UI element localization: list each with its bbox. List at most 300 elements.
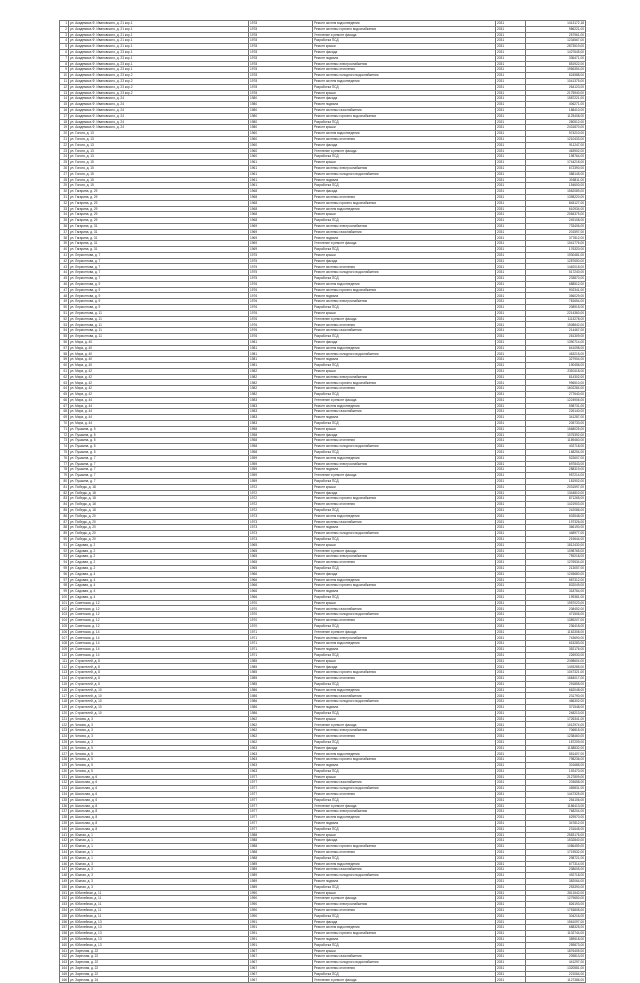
address-cell: ул. Мира, д. 44 (69, 409, 249, 415)
year-cell: 1975 (249, 264, 313, 270)
cost-cell: 203658,00 (526, 780, 586, 786)
year-cell: 1967 (249, 948, 313, 954)
row-number-cell: 1 (60, 21, 69, 27)
plan-year-cell: 2031 (496, 212, 526, 218)
work-type-cell: Утепление и ремонт фасада (313, 722, 496, 728)
row-number-cell: 51 (60, 310, 69, 316)
work-type-cell: Ремонт крыши (313, 774, 496, 780)
address-cell: ул. Строителей, д. 8 (69, 676, 249, 682)
work-type-cell: Ремонт системы отопления (313, 560, 496, 566)
row-number-cell: 100 (60, 594, 69, 600)
address-cell: ул. Чехова, д. 3 (69, 734, 249, 740)
address-cell: ул. Строителей, д. 8 (69, 681, 249, 687)
address-cell: ул. Юбилейная, д. 11 (69, 890, 249, 896)
row-number-cell: 59 (60, 357, 69, 363)
cost-cell: 781654,00 (526, 299, 586, 305)
year-cell: 1961 (249, 177, 313, 183)
year-cell: 1991 (249, 925, 313, 931)
year-cell: 1972 (249, 507, 313, 513)
work-type-cell: Ремонт системы отопления (313, 438, 496, 444)
cost-cell: 826193,00 (526, 902, 586, 908)
work-type-cell: Разработка ПСД (313, 739, 496, 745)
row-number-cell: 146 (60, 861, 69, 867)
row-number-cell: 166 (60, 977, 69, 983)
plan-year-cell: 2031 (496, 223, 526, 229)
row-number-cell: 56 (60, 339, 69, 345)
row-number-cell: 143 (60, 844, 69, 850)
address-cell: ул. Победы, д. 18 (69, 490, 249, 496)
plan-year-cell: 2031 (496, 154, 526, 160)
plan-year-cell: 2031 (496, 310, 526, 316)
address-cell: ул. Победы, д. 20 (69, 513, 249, 519)
address-cell: ул. Победы, д. 18 (69, 502, 249, 508)
year-cell: 1985 (249, 664, 313, 670)
address-cell: ул. Чехова, д. 3 (69, 716, 249, 722)
cost-cell: 624588,00 (526, 73, 586, 79)
address-cell: ул. Лермонтова, д. 9 (69, 305, 249, 311)
work-type-cell: Ремонт системы электроснабжения (313, 461, 496, 467)
work-type-cell: Ремонт крыши (313, 44, 496, 50)
work-type-cell: Ремонт системы отопления (313, 618, 496, 624)
address-cell: ул. Академика Ф. Ивановского, д. 21 кор.1 (69, 44, 249, 50)
row-number-cell: 103 (60, 612, 69, 618)
row-number-cell: 127 (60, 751, 69, 757)
cost-cell: 1427645,00 (526, 49, 586, 55)
cost-cell: 1238460,00 (526, 734, 586, 740)
plan-year-cell: 2031 (496, 467, 526, 473)
work-type-cell: Ремонт фасада (313, 490, 496, 496)
plan-year-cell: 2031 (496, 351, 526, 357)
row-number-cell: 26 (60, 165, 69, 171)
cost-cell: 2031597,00 (526, 484, 586, 490)
row-number-cell: 113 (60, 670, 69, 676)
work-type-cell: Ремонт систем водоотведения (313, 815, 496, 821)
plan-year-cell: 2031 (496, 206, 526, 212)
address-cell: ул. Школьная, д. 6 (69, 797, 249, 803)
plan-year-cell: 2031 (496, 478, 526, 484)
year-cell: 1981 (249, 345, 313, 351)
address-cell: ул. Академика Ф. Ивановского, д. 24 (69, 125, 249, 131)
plan-year-cell: 2031 (496, 142, 526, 148)
year-cell: 1970 (249, 612, 313, 618)
address-cell: ул. Гагарина, д. 31 (69, 229, 249, 235)
year-cell: 1972 (249, 502, 313, 508)
cost-cell: 199381,00 (526, 594, 586, 600)
cost-cell: 1041776,00 (526, 241, 586, 247)
work-type-cell: Ремонт системы газоснабжения (313, 606, 496, 612)
plan-year-cell: 2031 (496, 960, 526, 966)
year-cell: 1977 (249, 815, 313, 821)
plan-year-cell: 2031 (496, 90, 526, 96)
row-number-cell: 32 (60, 200, 69, 206)
address-cell: ул. Садовая, д. 4 (69, 583, 249, 589)
address-cell: ул. Мира, д. 42 (69, 368, 249, 374)
cost-cell: 688512,00 (526, 281, 586, 287)
plan-year-cell: 2031 (496, 461, 526, 467)
plan-year-cell: 2031 (496, 426, 526, 432)
cost-cell: 264123,00 (526, 84, 586, 90)
year-cell: 1976 (249, 305, 313, 311)
work-type-cell: Разработка ПСД (313, 276, 496, 282)
work-type-cell: Ремонт системы отопления (313, 264, 496, 270)
work-type-cell: Ремонт крыши (313, 484, 496, 490)
year-cell: 1977 (249, 826, 313, 832)
plan-year-cell: 2031 (496, 902, 526, 908)
address-cell: ул. Лермонтова, д. 11 (69, 328, 249, 334)
cost-cell: 1602284,00 (526, 386, 586, 392)
plan-year-cell: 2031 (496, 44, 526, 50)
cost-cell: 176320,00 (526, 247, 586, 253)
year-cell: 1990 (249, 902, 313, 908)
address-cell: ул. Академика Ф. Ивановского, д. 24 (69, 107, 249, 113)
address-cell: ул. Южная, д. 1 (69, 838, 249, 844)
row-number-cell: 64 (60, 386, 69, 392)
year-cell: 1962 (249, 722, 313, 728)
work-type-cell: Утепление и ремонт фасада (313, 896, 496, 902)
work-type-cell: Ремонт крыши (313, 716, 496, 722)
year-cell: 1980 (249, 102, 313, 108)
plan-year-cell: 2031 (496, 734, 526, 740)
cost-cell: 911247,00 (526, 142, 586, 148)
cost-cell: 291855,00 (526, 681, 586, 687)
plan-year-cell: 2031 (496, 629, 526, 635)
row-number-cell: 62 (60, 374, 69, 380)
row-number-cell: 155 (60, 913, 69, 919)
row-number-cell: 149 (60, 878, 69, 884)
plan-year-cell: 2031 (496, 21, 526, 27)
row-number-cell: 71 (60, 426, 69, 432)
address-cell: ул. Чехова, д. 5 (69, 763, 249, 769)
address-cell: ул. Пушкина, д. 7 (69, 455, 249, 461)
cost-cell: 1152308,00 (526, 629, 586, 635)
plan-year-cell: 2031 (496, 299, 526, 305)
plan-year-cell: 2031 (496, 844, 526, 850)
address-cell: ул. Садовая, д. 4 (69, 589, 249, 595)
work-type-cell: Ремонт системы электроснабжения (313, 635, 496, 641)
plan-year-cell: 2031 (496, 229, 526, 235)
year-cell: 1978 (249, 61, 313, 67)
address-cell: ул. Чехова, д. 5 (69, 745, 249, 751)
work-type-cell: Ремонт систем водоотведения (313, 206, 496, 212)
plan-year-cell: 2031 (496, 641, 526, 647)
cost-cell: 2350118,00 (526, 368, 586, 374)
cost-cell: 301685,00 (526, 763, 586, 769)
year-cell: 1982 (249, 386, 313, 392)
address-cell: ул. Садовая, д. 2 (69, 554, 249, 560)
cost-cell: 261309,00 (526, 334, 586, 340)
address-cell: ул. Строителей, д. 8 (69, 658, 249, 664)
plan-year-cell: 2031 (496, 397, 526, 403)
cost-cell: 2498604,00 (526, 658, 586, 664)
year-cell: 1963 (249, 763, 313, 769)
year-cell: 1988 (249, 844, 313, 850)
row-number-cell: 160 (60, 942, 69, 948)
cost-cell: 1102744,00 (526, 931, 586, 937)
year-cell: 1989 (249, 873, 313, 879)
work-type-cell: Ремонт системы отопления (313, 67, 496, 73)
address-cell: ул. Академика Ф. Ивановского, д. 23 кор.1 (69, 61, 249, 67)
plan-year-cell: 2031 (496, 861, 526, 867)
cost-cell: 598731,00 (526, 403, 586, 409)
cost-cell: 615283,00 (526, 641, 586, 647)
address-cell: ул. Мира, д. 44 (69, 415, 249, 421)
address-cell: ул. Мира, д. 44 (69, 420, 249, 426)
row-number-cell: 104 (60, 618, 69, 624)
address-cell: ул. Гагарина, д. 31 (69, 241, 249, 247)
address-cell: ул. Победы, д. 20 (69, 519, 249, 525)
year-cell: 1978 (249, 49, 313, 55)
plan-year-cell: 2031 (496, 119, 526, 125)
work-type-cell: Ремонт системы отопления (313, 849, 496, 855)
address-cell: ул. Садовая, д. 4 (69, 577, 249, 583)
row-number-cell: 42 (60, 258, 69, 264)
address-cell: ул. Пушкина, д. 5 (69, 438, 249, 444)
address-cell: ул. Южная, д. 1 (69, 855, 249, 861)
work-type-cell: Ремонт крыши (313, 600, 496, 606)
work-type-cell: Разработка ПСД (313, 38, 496, 44)
year-cell: 1973 (249, 519, 313, 525)
year-cell: 1990 (249, 907, 313, 913)
year-cell: 1962 (249, 734, 313, 740)
address-cell: ул. Академика Ф. Ивановского, д. 23 кор.1 (69, 49, 249, 55)
plan-year-cell: 2031 (496, 131, 526, 137)
work-type-cell: Ремонт подвала (313, 820, 496, 826)
plan-year-cell: 2031 (496, 884, 526, 890)
cost-cell: 2873519,00 (526, 44, 586, 50)
year-cell: 1960 (249, 131, 313, 137)
year-cell: 1989 (249, 878, 313, 884)
cost-cell: 214467,00 (526, 328, 586, 334)
row-number-cell: 22 (60, 142, 69, 148)
plan-year-cell: 2031 (496, 403, 526, 409)
plan-year-cell: 2031 (496, 264, 526, 270)
row-number-cell: 151 (60, 890, 69, 896)
work-type-cell: Разработка ПСД (313, 826, 496, 832)
row-number-cell: 130 (60, 768, 69, 774)
plan-year-cell: 2031 (496, 252, 526, 258)
cost-cell: 406271,00 (526, 102, 586, 108)
address-cell: ул. Строителей, д. 10 (69, 710, 249, 716)
cost-cell: 459831,00 (526, 786, 586, 792)
cost-cell: 522607,00 (526, 455, 586, 461)
row-number-cell: 8 (60, 61, 69, 67)
plan-year-cell: 2031 (496, 687, 526, 693)
address-cell: ул. Строителей, д. 10 (69, 705, 249, 711)
plan-year-cell: 2031 (496, 722, 526, 728)
plan-year-cell: 2031 (496, 594, 526, 600)
year-cell: 1965 (249, 560, 313, 566)
year-cell: 1978 (249, 21, 313, 27)
plan-year-cell: 2031 (496, 809, 526, 815)
year-cell: 1977 (249, 820, 313, 826)
work-type-cell: Разработка ПСД (313, 594, 496, 600)
year-cell: 1986 (249, 693, 313, 699)
work-type-cell: Ремонт фасада (313, 189, 496, 195)
year-cell: 1986 (249, 699, 313, 705)
cost-cell: 1561097,00 (526, 919, 586, 925)
row-number-cell: 82 (60, 490, 69, 496)
plan-year-cell: 2031 (496, 664, 526, 670)
cost-cell: 377812,00 (526, 235, 586, 241)
row-number-cell: 87 (60, 519, 69, 525)
row-number-cell: 48 (60, 293, 69, 299)
cost-cell: 259873,00 (526, 942, 586, 948)
work-type-cell: Ремонт системы холодного водоснабжения (313, 351, 496, 357)
plan-year-cell: 2031 (496, 380, 526, 386)
work-type-cell: Ремонт крыши (313, 948, 496, 954)
year-cell: 1982 (249, 392, 313, 398)
address-cell: ул. Гоголя, д. 15 (69, 183, 249, 189)
work-type-cell: Ремонт систем водоотведения (313, 513, 496, 519)
cost-cell: 1224906,00 (526, 397, 586, 403)
plan-year-cell: 2031 (496, 606, 526, 612)
plan-year-cell: 2031 (496, 84, 526, 90)
row-number-cell: 138 (60, 815, 69, 821)
plan-year-cell: 2031 (496, 61, 526, 67)
cost-cell: 706815,00 (526, 728, 586, 734)
row-number-cell: 17 (60, 113, 69, 119)
address-cell: ул. Гоголя, д. 13 (69, 136, 249, 142)
address-cell: ул. Заречная, д. 22 (69, 965, 249, 971)
year-cell: 1983 (249, 397, 313, 403)
address-cell: ул. Школьная, д. 8 (69, 803, 249, 809)
year-cell: 1958 (249, 432, 313, 438)
address-cell: ул. Советская, д. 14 (69, 641, 249, 647)
address-cell: ул. Гоголя, д. 15 (69, 160, 249, 166)
work-type-cell: Ремонт системы холодного водоснабжения (313, 786, 496, 792)
plan-year-cell: 2031 (496, 345, 526, 351)
cost-cell: 1075392,00 (526, 432, 586, 438)
cost-cell: 2611542,00 (526, 890, 586, 896)
cost-cell: 603548,00 (526, 513, 586, 519)
cost-cell: 352176,00 (526, 647, 586, 653)
work-type-cell: Ремонт системы отопления (313, 907, 496, 913)
plan-year-cell: 2031 (496, 78, 526, 84)
year-cell: 1977 (249, 803, 313, 809)
cost-cell: 486302,00 (526, 699, 586, 705)
work-type-cell: Ремонт системы отопления (313, 502, 496, 508)
year-cell: 1973 (249, 536, 313, 542)
cost-cell: 231790,00 (526, 693, 586, 699)
capital-repair-table (59, 20, 586, 983)
row-number-cell: 61 (60, 368, 69, 374)
plan-year-cell: 2031 (496, 386, 526, 392)
address-cell: ул. Академика Ф. Ивановского, д. 21 кор.1 (69, 32, 249, 38)
work-type-cell: Ремонт фасада (313, 745, 496, 751)
year-cell: 1976 (249, 287, 313, 293)
address-cell: ул. Советская, д. 12 (69, 618, 249, 624)
row-number-cell: 107 (60, 635, 69, 641)
plan-year-cell: 2031 (496, 670, 526, 676)
plan-year-cell: 2031 (496, 49, 526, 55)
year-cell: 1978 (249, 90, 313, 96)
year-cell: 1980 (249, 107, 313, 113)
cost-cell: 798236,00 (526, 757, 586, 763)
year-cell: 1970 (249, 623, 313, 629)
year-cell: 1961 (249, 165, 313, 171)
address-cell: ул. Гагарина, д. 29 (69, 212, 249, 218)
plan-year-cell: 2031 (496, 820, 526, 826)
row-number-cell: 54 (60, 328, 69, 334)
address-cell: ул. Лермонтова, д. 7 (69, 264, 249, 270)
row-number-cell: 12 (60, 84, 69, 90)
address-cell: ул. Садовая, д. 2 (69, 560, 249, 566)
cost-cell: 154600,00 (526, 183, 586, 189)
row-number-cell: 121 (60, 716, 69, 722)
row-number-cell: 93 (60, 554, 69, 560)
row-number-cell: 74 (60, 444, 69, 450)
year-cell: 1967 (249, 960, 313, 966)
table-body (60, 21, 586, 983)
year-cell: 1970 (249, 618, 313, 624)
cost-cell: 341287,00 (526, 415, 586, 421)
cost-cell: 463215,00 (526, 351, 586, 357)
year-cell: 1977 (249, 774, 313, 780)
row-number-cell: 115 (60, 681, 69, 687)
work-type-cell: Разработка ПСД (313, 681, 496, 687)
address-cell: ул. Академика Ф. Ивановского, д. 23 кор.1 (69, 55, 249, 61)
work-type-cell: Ремонт подвала (313, 415, 496, 421)
work-type-cell: Разработка ПСД (313, 565, 496, 571)
year-cell: 1968 (249, 212, 313, 218)
year-cell: 1982 (249, 380, 313, 386)
work-type-cell: Разработка ПСД (313, 884, 496, 890)
address-cell: ул. Чехова, д. 3 (69, 739, 249, 745)
plan-year-cell: 2031 (496, 647, 526, 653)
address-cell: ул. Юбилейная, д. 11 (69, 907, 249, 913)
row-number-cell: 29 (60, 183, 69, 189)
row-number-cell: 106 (60, 629, 69, 635)
address-cell: ул. Академика Ф. Ивановского, д. 21 кор.1 (69, 38, 249, 44)
address-cell: ул. Пушкина, д. 5 (69, 432, 249, 438)
cost-cell: 1587221,00 (526, 96, 586, 102)
plan-year-cell: 2031 (496, 374, 526, 380)
row-number-cell: 157 (60, 925, 69, 931)
year-cell: 1967 (249, 954, 313, 960)
address-cell: ул. Советская, д. 12 (69, 612, 249, 618)
plan-year-cell: 2031 (496, 855, 526, 861)
address-cell: ул. Южная, д. 1 (69, 832, 249, 838)
cost-cell: 448977,00 (526, 531, 586, 537)
row-number-cell: 120 (60, 710, 69, 716)
address-cell: ул. Мира, д. 40 (69, 339, 249, 345)
row-number-cell: 39 (60, 241, 69, 247)
address-cell: ул. Академика Ф. Ивановского, д. 23 кор.2 (69, 73, 249, 79)
year-cell: 1973 (249, 531, 313, 537)
cost-cell: 902341,00 (526, 287, 586, 293)
plan-year-cell: 2031 (496, 519, 526, 525)
plan-year-cell: 2031 (496, 368, 526, 374)
cost-cell: 1508842,00 (526, 322, 586, 328)
row-number-cell: 11 (60, 78, 69, 84)
cost-cell: 1047321,00 (526, 670, 586, 676)
work-type-cell: Разработка ПСД (313, 623, 496, 629)
row-number-cell: 43 (60, 264, 69, 270)
row-number-cell: 154 (60, 907, 69, 913)
year-cell: 1958 (249, 444, 313, 450)
work-type-cell: Разработка ПСД (313, 797, 496, 803)
row-number-cell: 90 (60, 536, 69, 542)
plan-year-cell: 2031 (496, 200, 526, 206)
cost-cell: 1744218,00 (526, 160, 586, 166)
row-number-cell: 139 (60, 820, 69, 826)
address-cell: ул. Юбилейная, д. 13 (69, 931, 249, 937)
work-type-cell: Разработка ПСД (313, 478, 496, 484)
work-type-cell: Утепление и ремонт фасада (313, 803, 496, 809)
row-number-cell: 148 (60, 873, 69, 879)
work-type-cell: Разработка ПСД (313, 536, 496, 542)
work-type-cell: Ремонт систем водоотведения (313, 641, 496, 647)
